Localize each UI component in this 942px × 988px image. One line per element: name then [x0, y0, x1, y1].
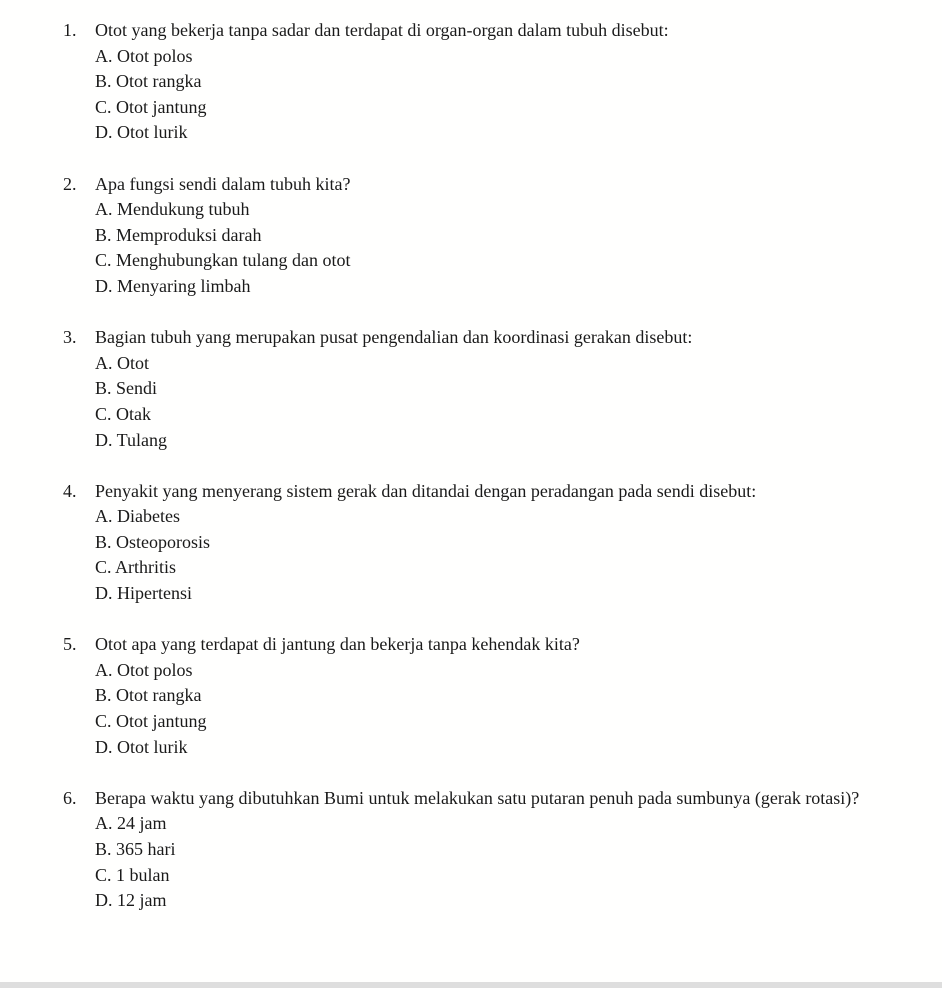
- option: D. Tulang: [95, 429, 168, 450]
- option: D. Menyaring limbah: [95, 275, 251, 296]
- option: B. Memproduksi darah: [95, 224, 262, 245]
- option: B. Osteoporosis: [95, 531, 211, 552]
- question-number: 2.: [63, 173, 77, 194]
- option: C. Arthritis: [95, 557, 177, 578]
- option: D. Otot lurik: [95, 122, 188, 143]
- option: B. Sendi: [95, 378, 158, 399]
- question-block: [63, 479, 920, 607]
- question-row: [63, 172, 920, 198]
- option: A. Diabetes: [95, 506, 180, 527]
- option-list: [63, 658, 920, 760]
- question-text: Otot yang bekerja tanpa sadar dan terdapat di organ-organ dalam tubuh disebut:: [95, 20, 669, 40]
- question-block: [63, 632, 920, 760]
- question-text: Penyakit yang menyerang sistem gerak dan ditandai dengan peradangan pada sendi disebut:: [95, 480, 757, 501]
- question-text: Berapa waktu yang dibutuhkan Bumi untuk melakukan satu putaran penuh pada sumbunya (gerak rotasi)?: [95, 787, 860, 808]
- option-list: [63, 351, 920, 453]
- question-block: [63, 172, 920, 300]
- question-list: [63, 18, 920, 914]
- question-number: 3.: [63, 327, 77, 348]
- question-text: Bagian tubuh yang merupakan pusat pengendalian dan koordinasi gerakan disebut:: [95, 327, 693, 348]
- option: C. Otot jantung: [95, 711, 207, 732]
- option-list: [63, 197, 920, 299]
- option: B. Otot rangka: [95, 71, 202, 92]
- question-number: 6.: [63, 787, 77, 808]
- option: A. Otot polos: [95, 45, 193, 66]
- question-row: [63, 632, 920, 658]
- option: A. Mendukung tubuh: [95, 199, 250, 220]
- question-block: [63, 18, 920, 146]
- option-list: [63, 504, 920, 606]
- option: D. Hipertensi: [95, 583, 192, 604]
- question-number: 4.: [63, 480, 77, 501]
- option: C. Menghubungkan tulang dan otot: [95, 250, 351, 271]
- option: A. Otot: [95, 352, 149, 373]
- question-row: [63, 786, 920, 812]
- question-text: Apa fungsi sendi dalam tubuh kita?: [95, 173, 351, 194]
- question-block: [63, 786, 920, 914]
- question-row: [63, 325, 920, 351]
- option-list: [63, 811, 920, 913]
- option: C. Otak: [95, 403, 151, 424]
- question-number: 1.: [63, 20, 77, 40]
- question-block: [63, 325, 920, 453]
- option: D. Otot lurik: [95, 736, 188, 757]
- option: C. 1 bulan: [95, 864, 170, 885]
- option: A. 24 jam: [95, 813, 167, 834]
- option: C. Otot jantung: [95, 96, 207, 117]
- question-row: [63, 479, 920, 505]
- question-row: [63, 18, 920, 44]
- option-list: [63, 44, 920, 146]
- page-bottom-bar: [0, 982, 942, 988]
- option: A. Otot polos: [95, 659, 193, 680]
- question-number: 5.: [63, 634, 77, 655]
- option: B. Otot rangka: [95, 685, 202, 706]
- option: D. 12 jam: [95, 890, 167, 911]
- option: B. 365 hari: [95, 839, 176, 859]
- question-text: Otot apa yang terdapat di jantung dan bekerja tanpa kehendak kita?: [95, 634, 580, 655]
